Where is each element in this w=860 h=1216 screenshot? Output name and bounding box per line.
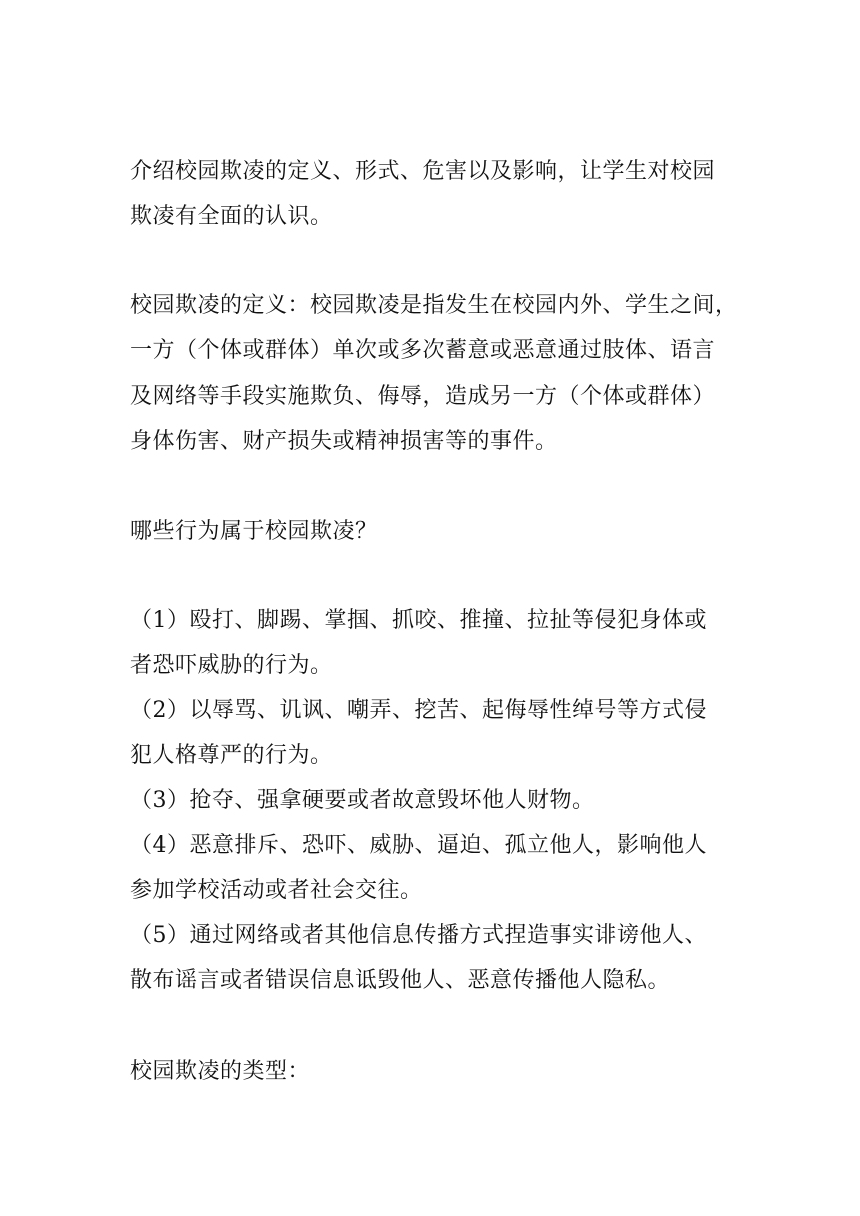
- behavior-item-3-line-1: （3）抢夺、强拿硬要或者故意毁坏他人财物。: [130, 788, 595, 813]
- behavior-item-1-line-1: （1）殴打、脚踢、掌掴、抓咬、推撞、拉扯等侵犯身体或: [130, 608, 707, 633]
- behavior-item-4-line-1: （4）恶意排斥、恐吓、威胁、逼迫、孤立他人，影响他人: [130, 833, 707, 858]
- intro-line-1: 介绍校园欺凌的定义、形式、危害以及影响，让学生对校园: [130, 159, 716, 184]
- definition-line-2: 一方（个体或群体）单次或多次蓄意或恶意通过肢体、语言: [130, 338, 716, 363]
- behavior-item-5-line-1: （5）通过网络或者其他信息传播方式捏造事实诽谤他人、: [130, 923, 707, 948]
- definition-line-4: 身体伤害、财产损失或精神损害等的事件。: [130, 429, 558, 454]
- types-heading: 校园欺凌的类型：: [130, 1059, 311, 1084]
- behavior-item-2-line-1: （2）以辱骂、讥讽、嘲弄、挖苦、起侮辱性绰号等方式侵: [130, 698, 707, 723]
- behavior-item-2-line-2: 犯人格尊严的行为。: [130, 743, 333, 768]
- intro-line-2: 欺凌有全面的认识。: [130, 204, 333, 229]
- behavior-item-4-line-2: 参加学校活动或者社会交往。: [130, 878, 423, 903]
- definition-line-1: 校园欺凌的定义：校园欺凌是指发生在校园内外、学生之间，: [130, 293, 738, 318]
- behavior-item-5-line-2: 散布谣言或者错误信息诋毁他人、恶意传播他人隐私。: [130, 968, 671, 993]
- definition-line-3: 及网络等手段实施欺负、侮辱，造成另一方（个体或群体）: [130, 384, 716, 409]
- behavior-item-1-line-2: 者恐吓威胁的行为。: [130, 653, 333, 678]
- question-heading: 哪些行为属于校园欺凌？: [130, 519, 378, 544]
